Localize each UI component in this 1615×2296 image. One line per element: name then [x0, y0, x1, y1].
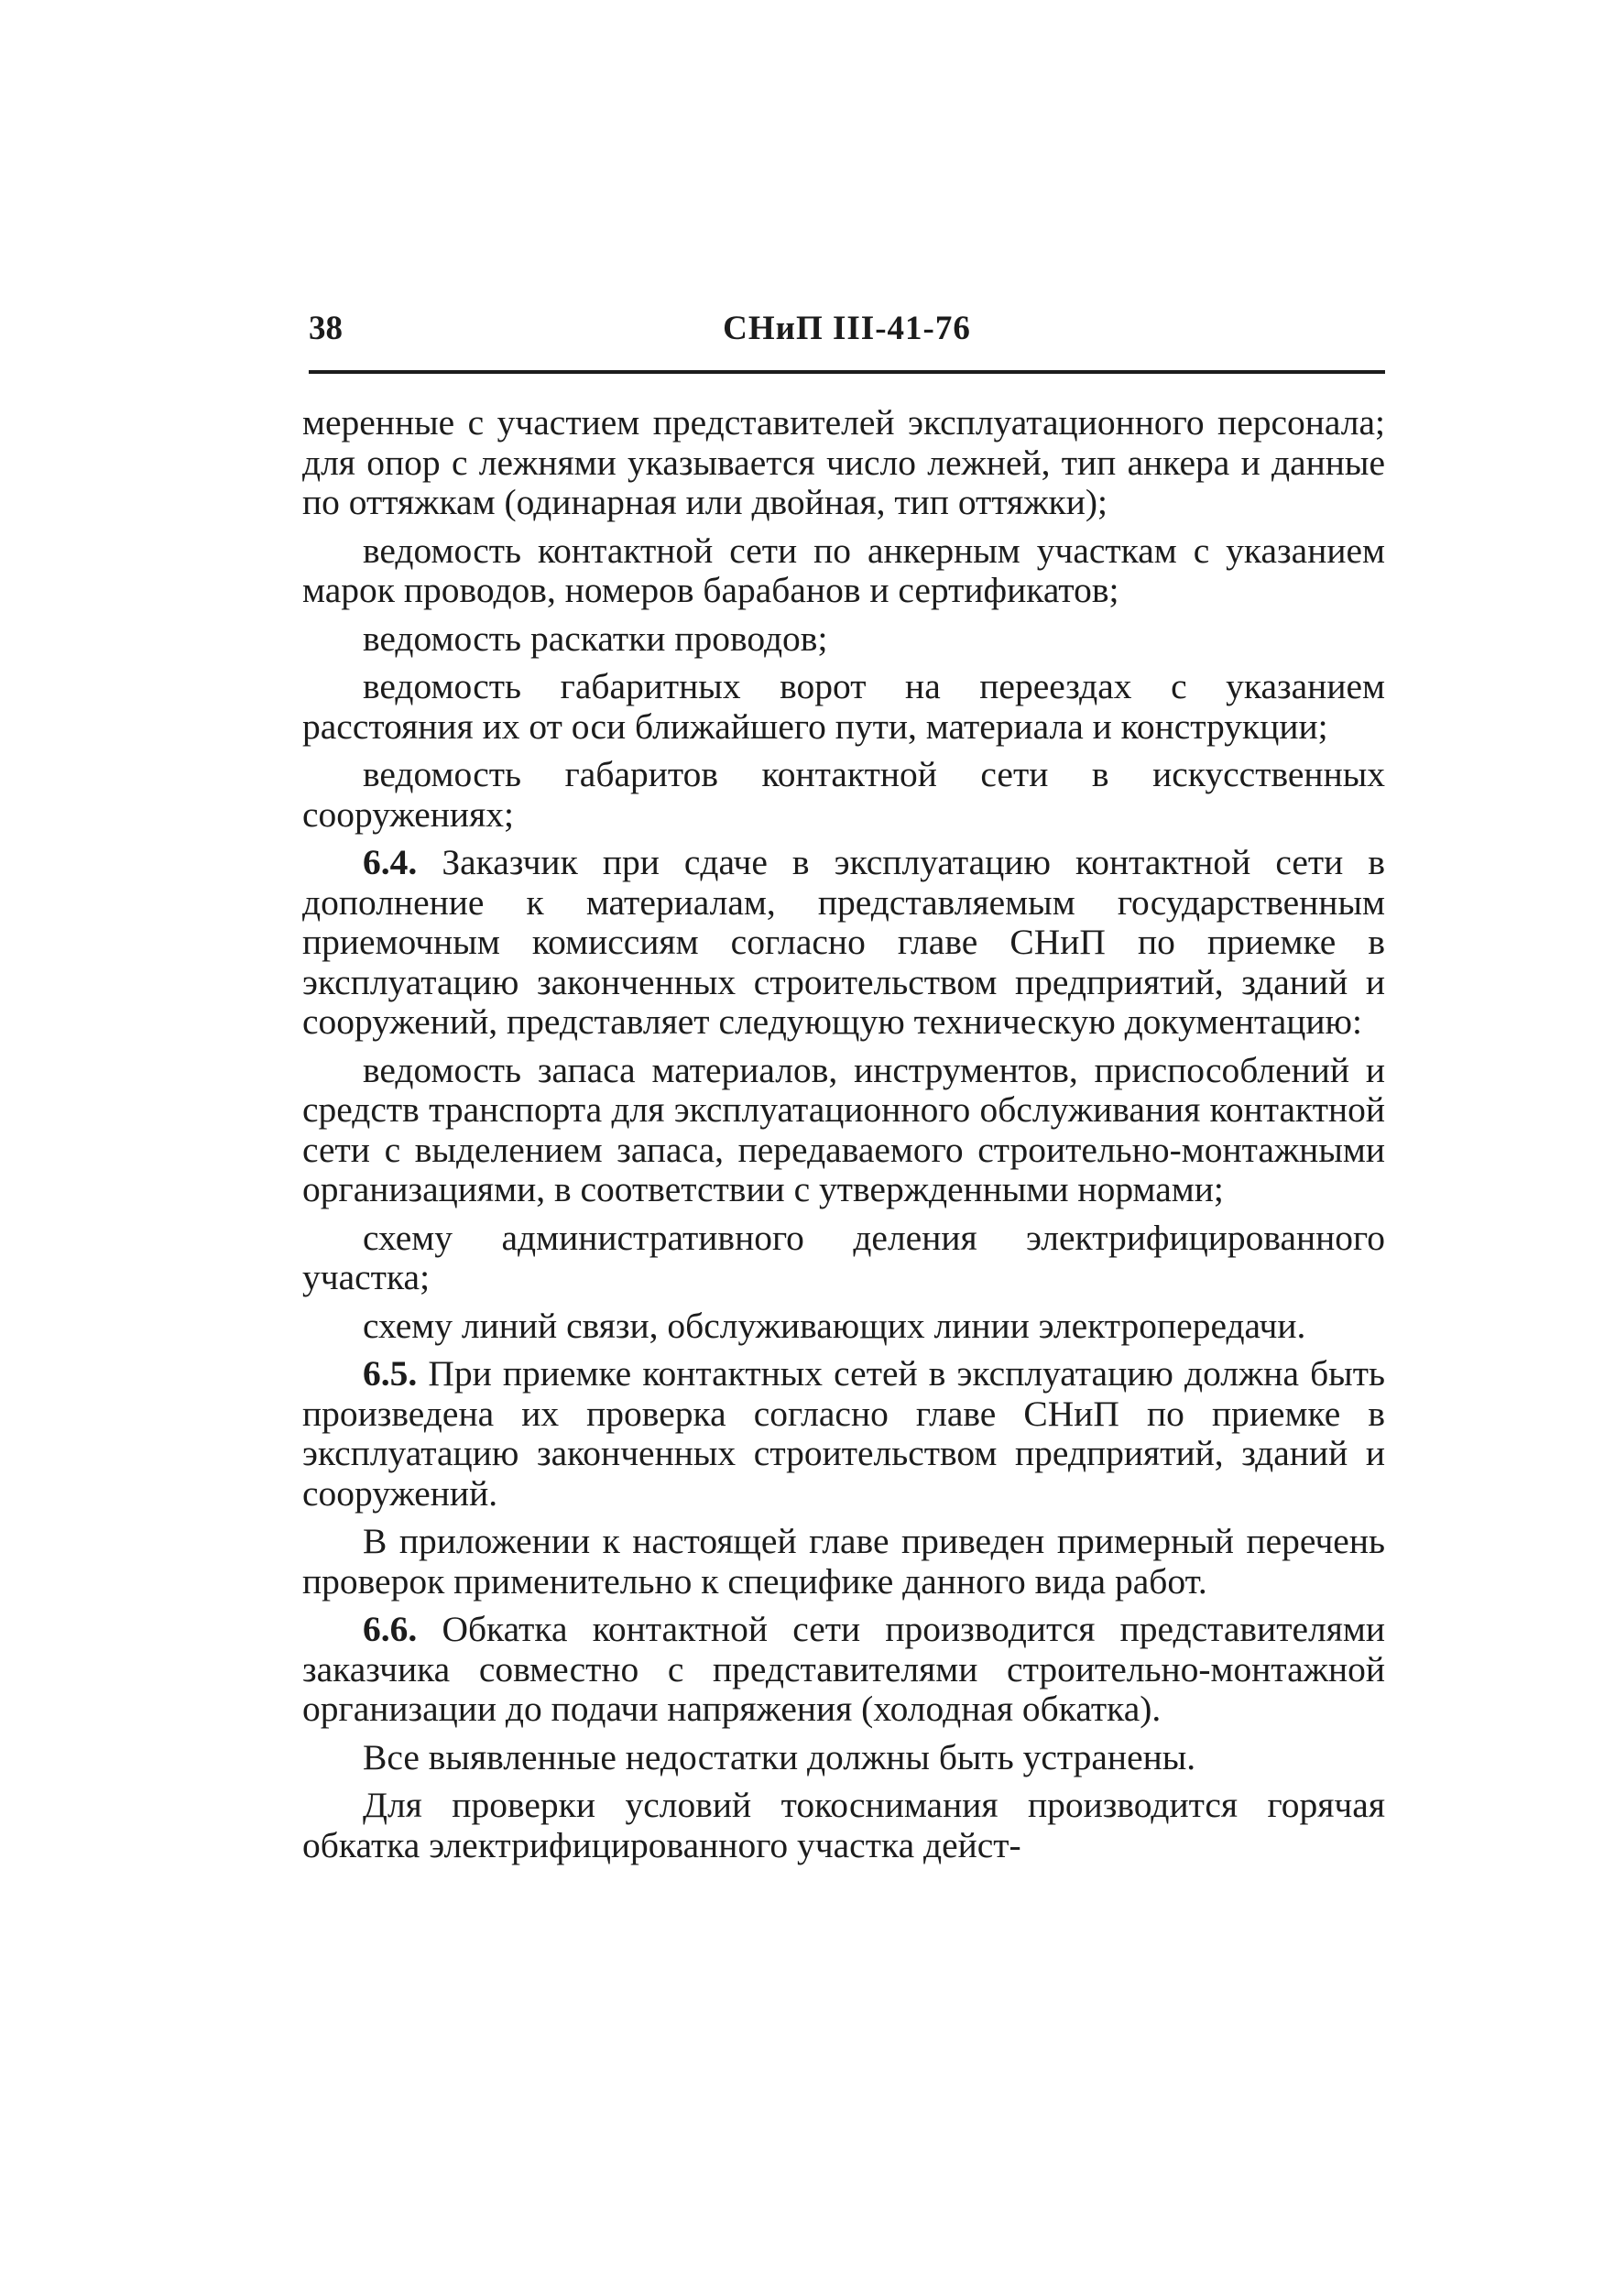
paragraph-text: ведомость габаритов контактной сети в искусственных сооружениях; — [302, 754, 1385, 835]
paragraph — [302, 1307, 1385, 1347]
paragraph-text: Заказчик при сдаче в эксплуатацию контактной сети в дополнение к материалам, представляемым государственным приемочным комиссиям согласно главе СНиП по приемке в эксплуатацию законченных строительством предприятий, зданий и сооружений, представляет следующую техническую документацию: — [302, 842, 1386, 1042]
body-text — [302, 403, 1385, 1874]
page-header — [309, 309, 1385, 364]
paragraph — [302, 755, 1385, 835]
clause-number: 6.5. — [363, 1353, 418, 1394]
paragraph-text: ведомость контактной сети по анкерным участкам с указанием марок проводов, номеров барабанов и сертификатов; — [302, 530, 1385, 610]
paragraph — [302, 667, 1385, 747]
paragraph-text: ведомость габаритных ворот на переездах с указанием расстояния их от оси ближайшего пути, материала и конструкции; — [302, 666, 1385, 747]
paragraph-text: Все выявленные недостатки должны быть устранены. — [363, 1736, 1196, 1777]
paragraph-text: В приложении к настоящей главе приведен примерный перечень проверок применительно к специфике данного вида работ. — [302, 1521, 1385, 1602]
paragraph-text: Обкатка контактной сети производится представителями заказчика совместно с представителями строительно-монтажной организации до подачи напряжения (холодная обкатка). — [302, 1609, 1385, 1729]
paragraph-text: схему линий связи, обслуживающих линии электропередачи. — [363, 1305, 1306, 1346]
paragraph — [302, 1051, 1385, 1210]
clause-6-5 — [302, 1354, 1385, 1514]
clause-6-6 — [302, 1610, 1385, 1730]
paragraph — [302, 531, 1385, 611]
paragraph — [302, 1786, 1385, 1865]
paragraph — [302, 403, 1385, 523]
paragraph — [302, 1522, 1385, 1602]
clause-number: 6.6. — [363, 1609, 418, 1649]
clause-6-4 — [302, 843, 1385, 1043]
page-number: 38 — [309, 310, 343, 347]
paragraph-text: ведомость раскатки проводов; — [363, 618, 828, 659]
paragraph-text: ведомость запаса материалов, инструментов, приспособлений и средств транспорта для эксплуатационного обслуживания контактной сети с выделением запаса, передаваемого строительно-монтажными организациями, в соответствии с утвержденными нормами; — [302, 1049, 1385, 1209]
header-divider — [309, 370, 1385, 374]
paragraph-text: Для проверки условий токоснимания производится горячая обкатка электрифицированного участка дейст- — [302, 1785, 1385, 1865]
paragraph-text: При приемке контактных сетей в эксплуатацию должна быть произведена их проверка согласно главе СНиП по приемке в эксплуатацию законченных строительством предприятий, зданий и сооружений. — [302, 1353, 1385, 1514]
paragraph — [302, 1219, 1385, 1298]
document-code: СНиП III-41-76 — [723, 310, 971, 347]
paragraph-text: схему административного деления электрифицированного участка; — [302, 1217, 1385, 1297]
paragraph — [302, 619, 1385, 660]
paragraph — [302, 1738, 1385, 1778]
paragraph-text: меренные с участием представителей эксплуатационного персонала; для опор с лежнями указывается число лежней, тип анкера и данные по оттяжкам (одинарная или двойная, тип оттяжки); — [302, 402, 1385, 522]
clause-number: 6.4. — [363, 842, 418, 882]
